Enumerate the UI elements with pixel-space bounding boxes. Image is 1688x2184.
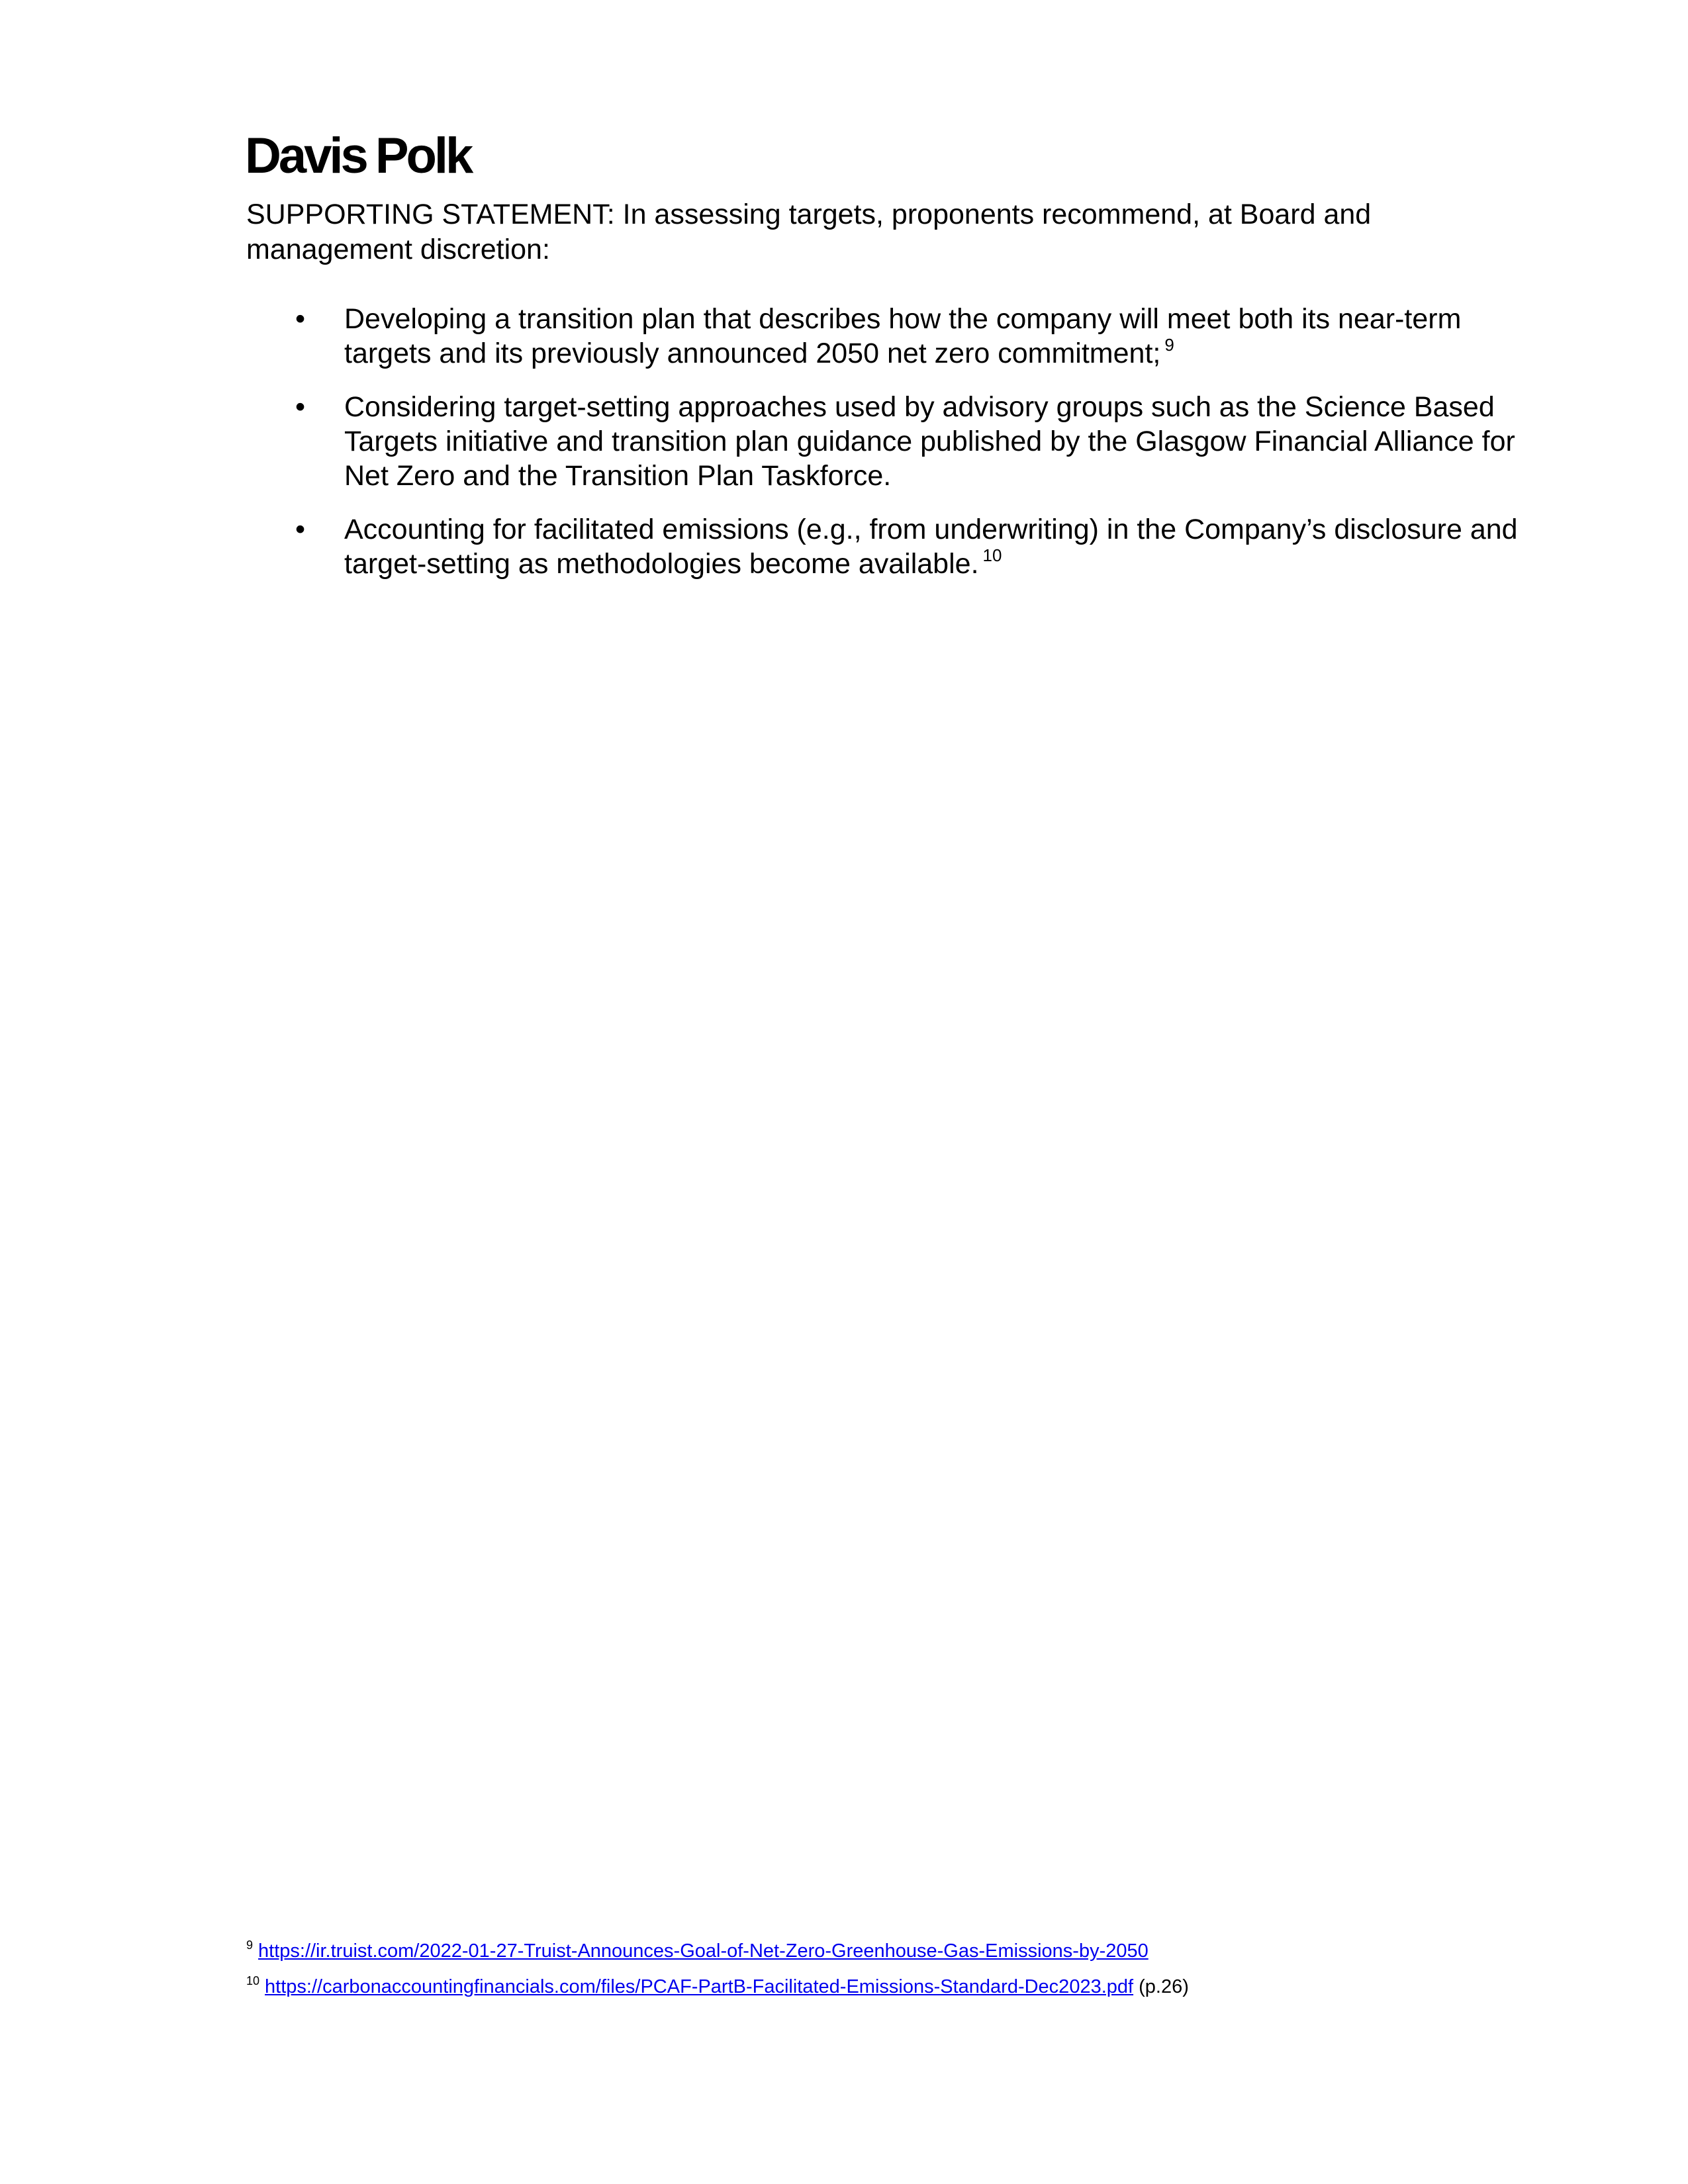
footnote-number: 10 <box>246 1974 260 1987</box>
footnotes <box>246 1939 1544 2011</box>
supporting-statement-intro: SUPPORTING STATEMENT: In assessing targets, proponents recommend, at Board and management discretion: <box>246 199 1372 265</box>
footnote-link[interactable]: https://carbonaccountingfinancials.com/files/PCAF-PartB-Facilitated-Emissions-Standard-Dec2023.pdf <box>265 1976 1134 1997</box>
footnote-ref[interactable]: 10 <box>982 545 1002 565</box>
davis-polk-logo <box>245 128 471 184</box>
list-item <box>246 390 1544 493</box>
footnote-number: 9 <box>246 1938 254 1952</box>
logo-polk: Polk <box>375 128 471 184</box>
recommendation-list <box>246 302 1544 600</box>
list-item <box>246 302 1544 371</box>
footnote-link[interactable]: https://ir.truist.com/2022-01-27-Truist-Announces-Goal-of-Net-Zero-Greenhouse-Gas-Emissions-by-2050 <box>258 1940 1149 1962</box>
footnote-suffix: (p.26) <box>1133 1976 1189 1997</box>
list-item-text: Accounting for facilitated emissions (e.g., from underwriting) in the Company’s disclosure and target-setting as methodologies become available. <box>344 514 1518 580</box>
bullet-icon: • <box>295 303 306 335</box>
bullet-icon: • <box>295 391 306 423</box>
list-item-text: Developing a transition plan that describes how the company will meet both its near-term targets and its previously announced 2050 net zero commitment; <box>344 303 1462 369</box>
footnote-9 <box>246 1939 1544 1963</box>
logo-davis: Davis <box>245 128 366 184</box>
list-item <box>246 512 1544 581</box>
footnote-ref[interactable]: 9 <box>1164 335 1174 355</box>
bullet-icon: • <box>295 514 306 545</box>
list-item-text: Considering target-setting approaches used by advisory groups such as the Science Based Targets initiative and transition plan guidance published by the Glasgow Financial Alliance for Net Zero and the Transition Plan Taskforce. <box>344 391 1515 492</box>
footnote-10 <box>246 1975 1544 1999</box>
